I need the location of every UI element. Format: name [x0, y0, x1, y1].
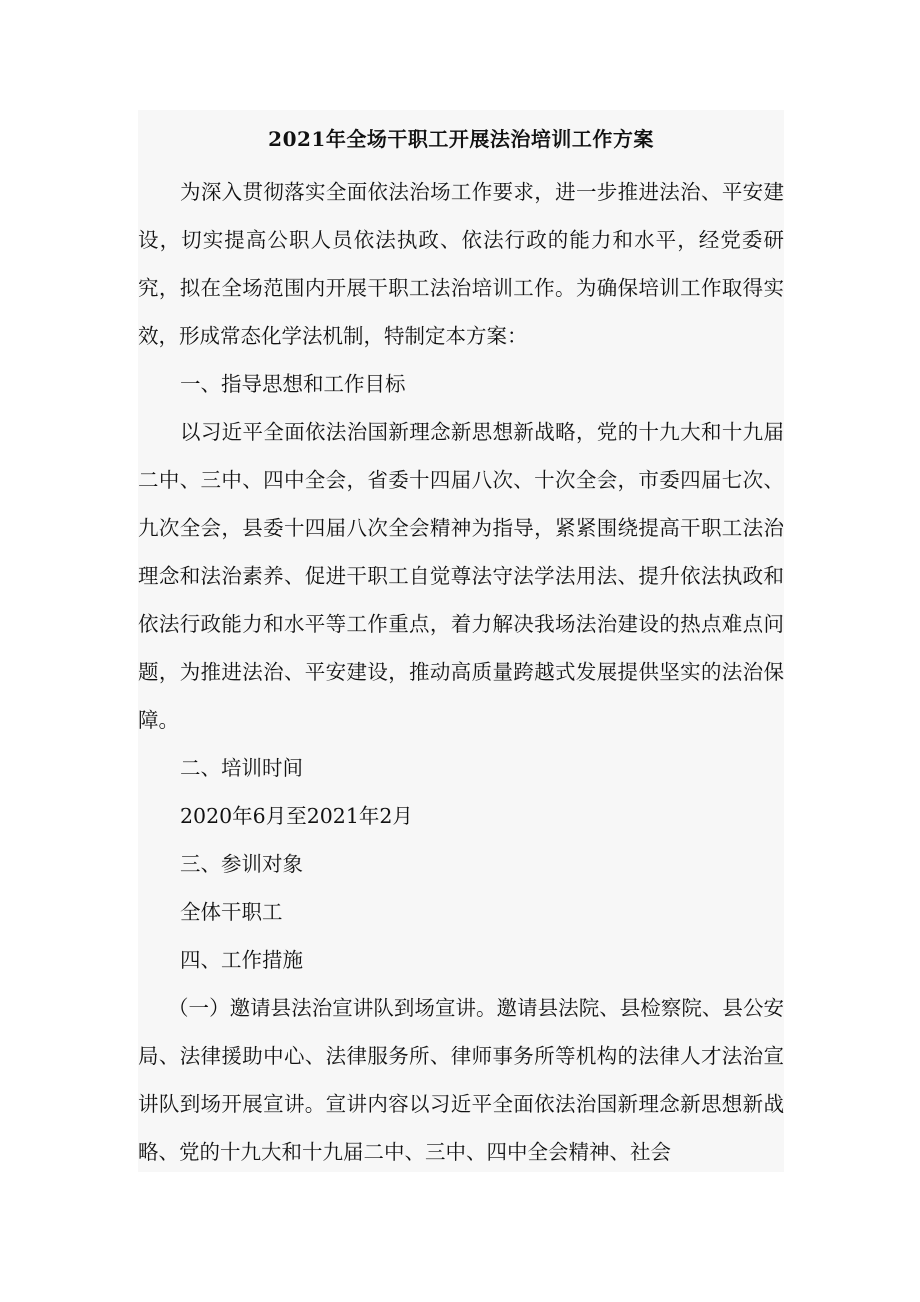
- document-body: [138, 168, 784, 1172]
- document-page: [138, 110, 784, 1172]
- paragraph-guiding-ideology: 以习近平全面依法治国新理念新思想新战略，党的十九大和十九届二中、三中、四中全会，省委十四届八次、十次全会，市委四届七次、九次全会，县委十四届八次全会精神为指导，紧紧围绕提高干职工法治理念和法治素养、促进干职工自觉尊法守法学法用法、提升依法执政和依法行政能力和水平等工作重点，着力解决我场法治建设的热点难点问题，为推进法治、平安建设，推动高质量跨越式发展提供坚实的法治保障。: [138, 420, 784, 732]
- document-title: 2021年全场干职工开展法治培训工作方案: [268, 127, 654, 151]
- paragraph-participants: 全体干职工: [180, 900, 283, 924]
- section-heading-guiding-ideology: 一、指导思想和工作目标: [180, 372, 406, 396]
- section-heading-participants: 三、参训对象: [180, 852, 303, 876]
- paragraph-work-measure-1: （一）邀请县法治宣讲队到场宣讲。邀请县法院、县检察院、县公安局、法律援助中心、法律服务所、律师事务所等机构的法律人才法治宣讲队到场开展宣讲。宣讲内容以习近平全面依法治国新理念新思想新战略、党的十九大和十九届二中、三中、四中全会精神、社会: [138, 996, 784, 1164]
- paragraph-training-time: 2020年6月至2021年2月: [180, 804, 413, 828]
- section-heading-training-time: 二、培训时间: [180, 756, 303, 780]
- section-heading-work-measures: 四、工作措施: [180, 948, 303, 972]
- paragraph-intro: 为深入贯彻落实全面依法治场工作要求，进一步推进法治、平安建设，切实提高公职人员依法执政、依法行政的能力和水平，经党委研究，拟在全场范围内开展干职工法治培训工作。为确保培训工作取得实效，形成常态化学法机制，特制定本方案：: [138, 180, 784, 348]
